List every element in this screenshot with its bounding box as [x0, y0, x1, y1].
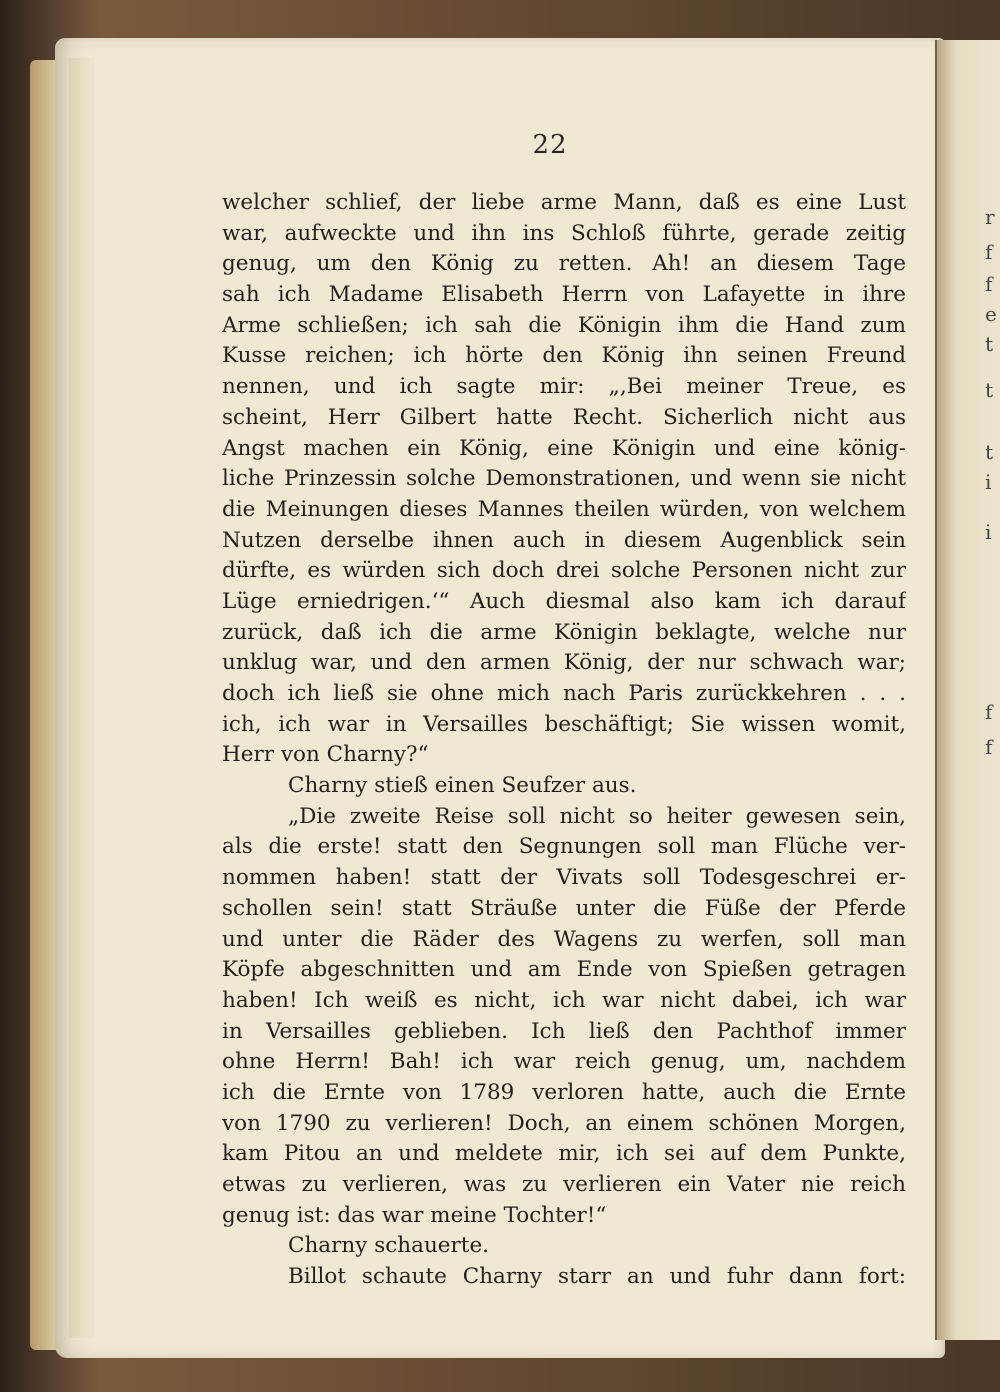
- next-page-letter: t: [985, 378, 994, 402]
- text-line: ohne Herrn! Bah! ich war reich genug, um, nachdem: [222, 1049, 906, 1075]
- text-line: ich, ich war in Versailles beschäftigt; Sie wissen womit,: [222, 711, 906, 737]
- next-page-letter: t: [985, 440, 994, 464]
- text-line: schollen sein! statt Sträuße unter die Füße der Pferde: [222, 895, 906, 921]
- text-line: haben! Ich weiß es nicht, ich war nicht dabei, ich war: [222, 987, 906, 1013]
- text-line: doch ich ließ sie ohne mich nach Paris zurückkehren . . .: [222, 681, 906, 706]
- text-line: kam Pitou an und meldete mir, ich sei auf dem Punkte,: [222, 1141, 906, 1167]
- next-page-letter: f: [985, 272, 993, 296]
- next-page-letter: t: [985, 332, 994, 356]
- text-line: Angst machen ein König, eine Königin und eine könig-: [222, 435, 906, 461]
- text-line: Herr von Charny?“: [222, 742, 429, 768]
- text-line: war, aufweckte und ihn ins Schloß führte, gerade zeitig: [222, 220, 906, 246]
- text-line: als die erste! statt den Segnungen soll man Flüche ver-: [222, 834, 906, 860]
- next-page-letter: i: [985, 520, 992, 544]
- text-line: welcher schlief, der liebe arme Mann, daß es eine Lust: [222, 190, 906, 215]
- text-line: liche Prinzessin solche Demonstrationen, und wenn sie nicht: [222, 466, 906, 492]
- next-page-strip: [935, 40, 1000, 1340]
- text-line: nommen haben! statt der Vivats soll Todesgeschrei er-: [222, 865, 906, 891]
- next-page-letter: f: [985, 240, 993, 264]
- next-page-letter: r: [985, 205, 995, 229]
- body-text: [222, 188, 906, 1293]
- text-line: und unter die Räder des Wagens zu werfen, soll man: [222, 926, 906, 952]
- text-line: ich die Ernte von 1789 verloren hatte, auch die Ernte: [222, 1079, 906, 1105]
- text-line: genug, um den König zu retten. Ah! an diesem Tage: [222, 251, 906, 277]
- text-line: Arme schließen; ich sah die Königin ihm die Hand zum: [222, 312, 906, 338]
- text-line: dürfte, es würden sich doch drei solche Personen nicht zur: [222, 558, 906, 584]
- page-number: 22: [532, 130, 568, 160]
- text-line: scheint, Herr Gilbert hatte Recht. Sicherlich nicht aus: [222, 404, 906, 430]
- text-line: Billot schaute Charny starr an und fuhr dann fort:: [288, 1264, 906, 1290]
- text-line: etwas zu verlieren, was zu verlieren ein Vater nie reich: [222, 1172, 906, 1197]
- text-line: in Versailles geblieben. Ich ließ den Pachthof immer: [222, 1018, 906, 1044]
- next-page-letter: e: [985, 302, 997, 326]
- text-line: zurück, daß ich die arme Königin beklagte, welche nur: [222, 619, 906, 645]
- text-line: „Die zweite Reise soll nicht so heiter gewesen sein,: [288, 803, 906, 829]
- text-line: Charny schauerte.: [288, 1233, 490, 1259]
- text-line: genug ist: das war meine Tochter!“: [222, 1202, 607, 1228]
- next-page-letter: f: [985, 735, 993, 759]
- text-line: unklug war, und den armen König, der nur schwach war;: [222, 650, 906, 676]
- text-line: Kusse reichen; ich hörte den König ihn seinen Freund: [222, 343, 906, 369]
- text-line: Köpfe abgeschnitten und am Ende von Spießen getragen: [222, 957, 906, 983]
- next-page-letter: f: [985, 700, 993, 724]
- text-line: von 1790 zu verlieren! Doch, an einem schönen Morgen,: [222, 1110, 906, 1136]
- text-line: sah ich Madame Elisabeth Herrn von Lafayette in ihre: [222, 282, 906, 308]
- text-line: Lüge erniedrigen.‘“ Auch diesmal also kam ich darauf: [222, 588, 906, 614]
- text-line: Charny stieß einen Seufzer aus.: [288, 773, 637, 799]
- text-line: nennen, und ich sagte mir: „‚Bei meiner Treue, es: [222, 374, 906, 400]
- text-line: die Meinungen dieses Mannes theilen würden, von welchem: [222, 496, 906, 522]
- next-page-letter: i: [985, 470, 992, 494]
- text-line: Nutzen derselbe ihnen auch in diesem Augenblick sein: [222, 527, 906, 553]
